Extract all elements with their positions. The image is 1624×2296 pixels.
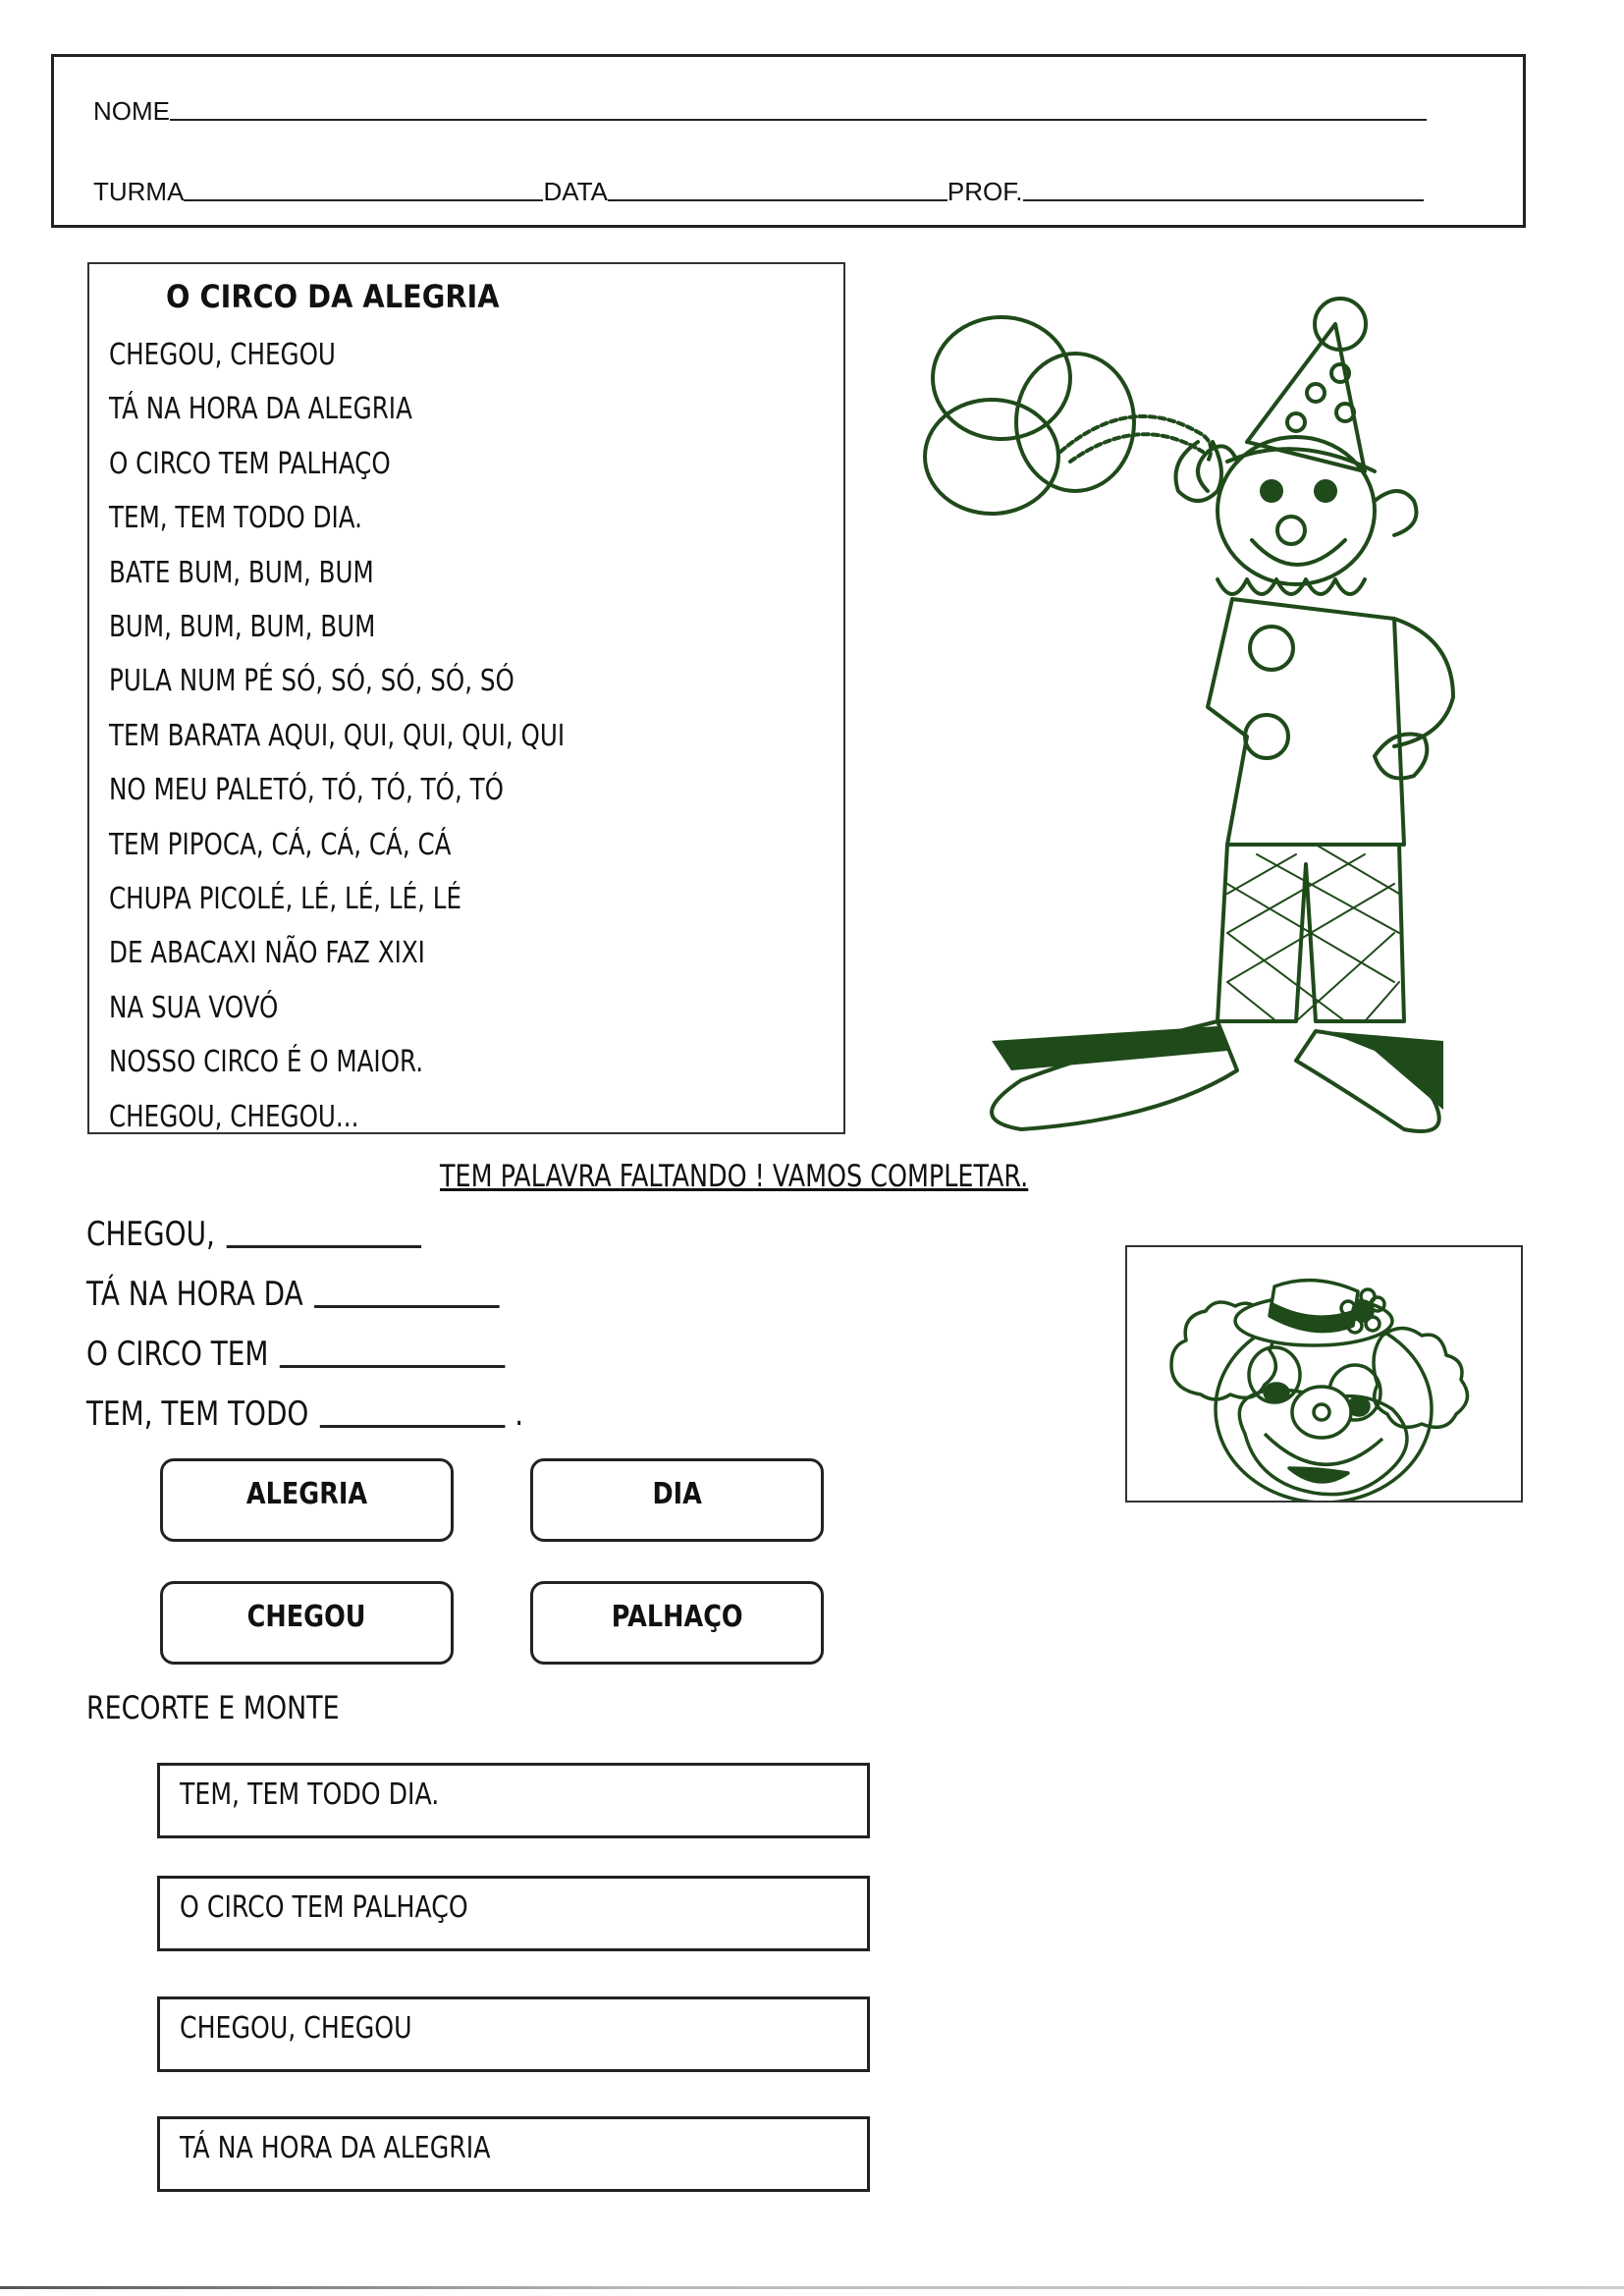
balloon-icon xyxy=(925,400,1058,514)
poem-line: NOSSO CIRCO É O MAIOR. xyxy=(109,1045,424,1080)
turma-field[interactable] xyxy=(184,198,543,201)
poem-line: NA SUA VOVÓ xyxy=(109,990,279,1025)
turma-label: TURMA xyxy=(93,177,185,206)
poem-line: CHEGOU, CHEGOU xyxy=(109,338,336,372)
cutout-sentence-text: CHEGOU, CHEGOU xyxy=(180,2011,412,2046)
word-card[interactable] xyxy=(160,1581,454,1665)
fill-in-prefix: TÁ NA HORA DA xyxy=(86,1275,303,1314)
clown-face-frame xyxy=(1125,1245,1523,1503)
cutout-sentence-box[interactable] xyxy=(157,1876,870,1951)
poem-line: DE ABACAXI NÃO FAZ XIXI xyxy=(109,936,425,971)
cutout-sentence-text: TÁ NA HORA DA ALEGRIA xyxy=(180,2131,491,2165)
word-card[interactable] xyxy=(530,1581,824,1665)
fill-in-suffix: . xyxy=(514,1394,524,1434)
poem-line: CHEGOU, CHEGOU... xyxy=(109,1099,359,1134)
prof-label: PROF. xyxy=(947,177,1023,206)
poem-line: NO MEU PALETÓ, TÓ, TÓ, TÓ, TÓ xyxy=(109,773,505,808)
word-card-label: DIA xyxy=(652,1477,702,1511)
exercise-instruction: TEM PALAVRA FALTANDO ! VAMOS COMPLETAR. xyxy=(440,1159,1029,1194)
fill-in-blank[interactable] xyxy=(314,1305,500,1308)
poem-line: TEM BARATA AQUI, QUI, QUI, QUI, QUI xyxy=(109,718,566,753)
student-info-box xyxy=(51,54,1526,228)
balloon-icon xyxy=(1016,354,1134,491)
poem-line: O CIRCO TEM PALHAÇO xyxy=(109,446,391,481)
hair-right-icon xyxy=(1374,1329,1467,1428)
poem-line: TEM PIPOCA, CÁ, CÁ, CÁ, CÁ xyxy=(109,827,452,862)
word-card[interactable] xyxy=(530,1458,824,1542)
cutout-sentence-box[interactable] xyxy=(157,1763,870,1838)
word-card-label: CHEGOU xyxy=(247,1600,366,1634)
poem-line: BUM, BUM, BUM, BUM xyxy=(109,610,376,644)
clown-face-illustration xyxy=(1127,1247,1521,1501)
cutout-sentence-text: TEM, TEM TODO DIA. xyxy=(180,1777,440,1812)
cutout-sentence-text: O CIRCO TEM PALHAÇO xyxy=(180,1890,468,1925)
balloon-icon xyxy=(933,317,1070,439)
poem-title: O CIRCO DA ALEGRIA xyxy=(166,278,500,315)
fill-in-prefix: CHEGOU, xyxy=(86,1215,215,1254)
poem-box xyxy=(87,262,845,1134)
page-bottom-edge xyxy=(0,2286,1624,2289)
nome-field[interactable] xyxy=(170,118,1427,121)
fill-in-line xyxy=(86,1215,431,1254)
data-field[interactable] xyxy=(608,198,947,201)
turma-row xyxy=(93,177,1424,207)
fill-in-line xyxy=(86,1275,510,1314)
word-card-label: PALHAÇO xyxy=(611,1600,743,1634)
poem-line: CHUPA PICOLÉ, LÉ, LÉ, LÉ, LÉ xyxy=(109,882,462,916)
word-card[interactable] xyxy=(160,1458,454,1542)
nome-row xyxy=(93,96,1427,127)
word-card-label: ALEGRIA xyxy=(245,1477,368,1511)
cutout-sentence-box[interactable] xyxy=(157,2116,870,2192)
poem-line: BATE BUM, BUM, BUM xyxy=(109,555,374,590)
fill-in-prefix: TEM, TEM TODO xyxy=(86,1394,309,1434)
fill-in-blank[interactable] xyxy=(320,1425,506,1428)
data-label: DATA xyxy=(543,177,608,206)
cutout-sentence-box[interactable] xyxy=(157,1996,870,2072)
fill-in-line xyxy=(86,1335,514,1374)
fill-in-blank[interactable] xyxy=(226,1245,420,1248)
fill-in-blank[interactable] xyxy=(280,1365,506,1368)
prof-field[interactable] xyxy=(1023,198,1424,201)
nose-icon xyxy=(1292,1387,1351,1438)
nome-label: NOME xyxy=(93,96,170,126)
cutout-title: RECORTE E MONTE xyxy=(86,1689,340,1726)
poem-line: PULA NUM PÉ SÓ, SÓ, SÓ, SÓ, SÓ xyxy=(109,664,514,699)
poem-line: TEM, TEM TODO DIA. xyxy=(109,501,362,536)
poem-line: TÁ NA HORA DA ALEGRIA xyxy=(109,392,412,427)
clown-illustration xyxy=(903,295,1502,1139)
fill-in-prefix: O CIRCO TEM xyxy=(86,1335,269,1374)
fill-in-line xyxy=(86,1394,523,1434)
